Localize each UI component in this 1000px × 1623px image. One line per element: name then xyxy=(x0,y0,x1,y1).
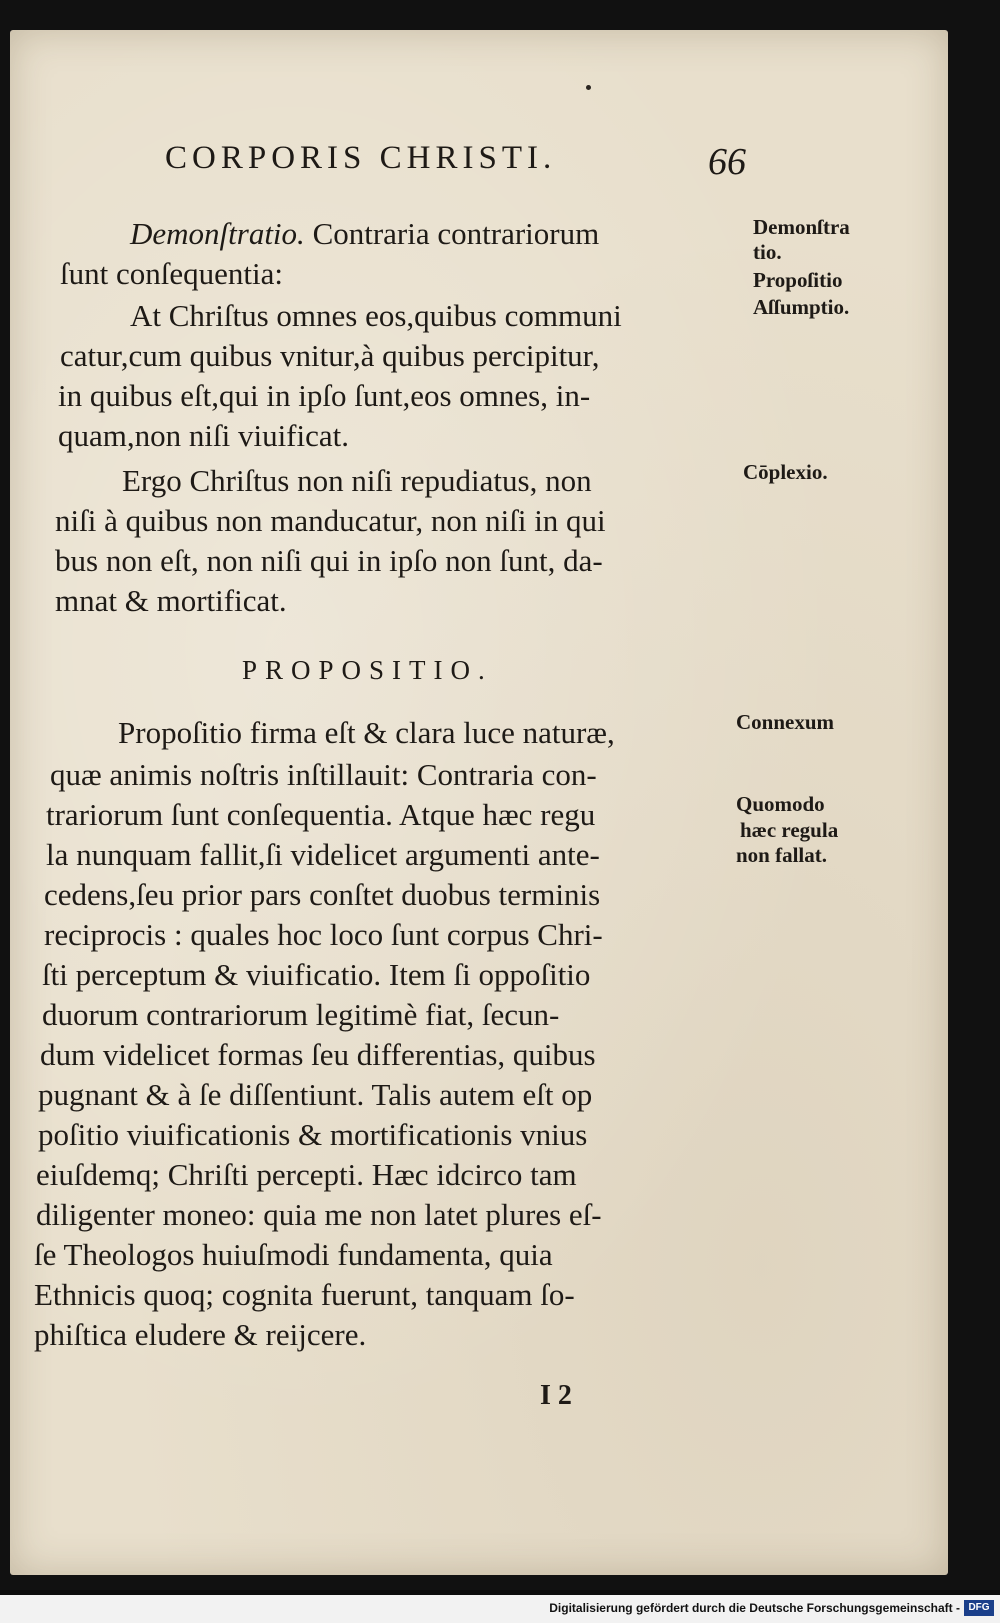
text-line: ſunt conſequentia: xyxy=(60,256,283,291)
text-line: niſi à quibus non manducatur, non niſi in qui xyxy=(55,503,606,538)
folio-number: 66 xyxy=(708,141,746,183)
signature-mark: I 2 xyxy=(540,1380,572,1411)
text-line: ſe Theologos huiuſmodi fundamenta, quia xyxy=(34,1237,553,1272)
text-line: catur,cum quibus vnitur,à quibus percipitur, xyxy=(60,338,600,373)
text-line: cedens,ſeu prior pars conſtet duobus terminis xyxy=(44,877,601,912)
text-line: in quibus eſt,qui in ipſo ſunt,eos omnes, in- xyxy=(58,378,591,413)
text-line: Ethnicis quoq; cognita fuerunt, tanquam ſo- xyxy=(34,1277,575,1312)
text-line: phiſtica eludere & reijcere. xyxy=(34,1317,367,1352)
text-line: mnat & mortificat. xyxy=(55,583,287,618)
ink-spot xyxy=(586,85,591,90)
marginal-note: hæc regula xyxy=(740,818,839,842)
text-line: Demonſtratio. Contraria contrariorum xyxy=(130,216,600,251)
text-line: trariorum ſunt conſequentia. Atque hæc regu xyxy=(46,797,596,832)
text-line: pugnant & à ſe diſſentiunt. Talis autem eſt op xyxy=(38,1077,593,1112)
text-line: duorum contrariorum legitimè fiat, ſecun- xyxy=(42,997,560,1032)
marginal-note: Connexum xyxy=(736,710,835,734)
dfg-logo-icon: DFG xyxy=(964,1600,994,1616)
marginal-note: Aſſumptio. xyxy=(753,295,850,319)
text-line: quam,non niſi viuificat. xyxy=(58,418,350,453)
marginal-note: Demonſtra xyxy=(753,215,850,239)
text-line: diligenter moneo: quia me non latet plures eſ- xyxy=(36,1197,602,1232)
text-line: Ergo Chriſtus non niſi repudiatus, non xyxy=(122,463,592,498)
text-line: quæ animis noſtris inſtillauit: Contraria con- xyxy=(50,757,597,792)
text-line: la nunquam fallit,ſi videlicet argumenti ante- xyxy=(46,837,600,872)
footer-credit: Digitalisierung gefördert durch die Deutsche Forschungsgemeinschaft - xyxy=(549,1601,960,1615)
marginal-note: non fallat. xyxy=(736,843,828,867)
marginal-note: tio. xyxy=(753,240,782,264)
marginal-note: Cōplexio. xyxy=(743,460,828,484)
text-line: Propoſitio firma eſt & clara luce naturæ, xyxy=(118,715,615,750)
text-line: poſitio viuificationis & mortificationis vnius xyxy=(38,1117,588,1152)
section-heading: PROPOSITIO. xyxy=(242,655,493,685)
text-line: bus non eſt, non niſi qui in ipſo non ſunt, da- xyxy=(55,543,603,578)
text-line: dum videlicet formas ſeu differentias, quibus xyxy=(40,1037,596,1072)
running-head: CORPORIS CHRISTI. xyxy=(165,140,557,176)
text-line: eiuſdemq; Chriſti percepti. Hæc idcirco tam xyxy=(36,1157,577,1192)
book-page xyxy=(10,30,948,1575)
marginal-note: Propoſitio xyxy=(753,268,843,292)
marginal-note: Quomodo xyxy=(736,792,825,816)
text-line: reciprocis : quales hoc loco ſunt corpus Chri- xyxy=(44,917,603,952)
text-line: ſti perceptum & viuificatio. Item ſi oppoſitio xyxy=(42,957,591,992)
text-line: At Chriſtus omnes eos,quibus communi xyxy=(130,298,622,333)
digitization-footer xyxy=(0,1595,1000,1623)
